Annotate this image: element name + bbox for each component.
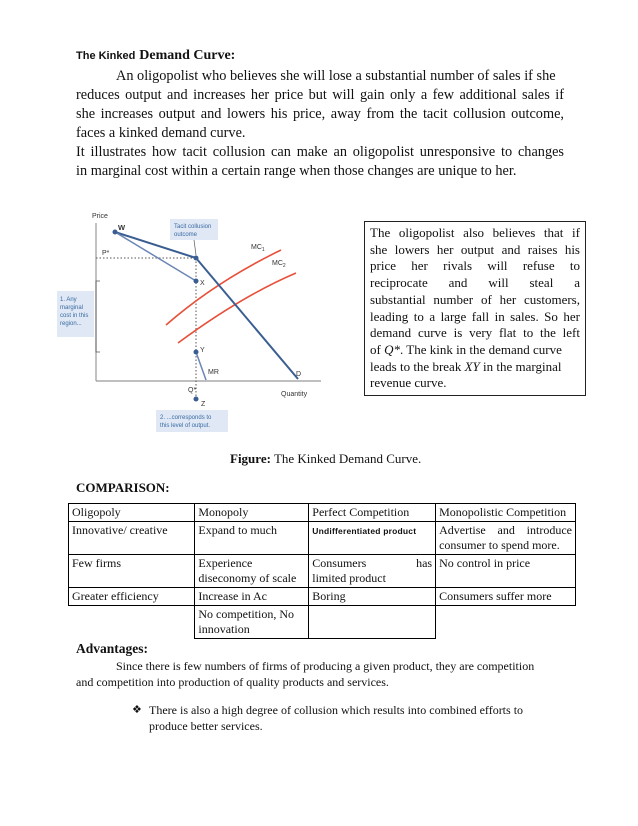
table-cell: Innovative/ creative	[69, 522, 195, 555]
callout-line: price her rivals will refuse to	[370, 258, 580, 274]
table-cell: Boring	[309, 588, 436, 606]
advantages-bullet	[132, 702, 572, 734]
comparison-table	[68, 503, 576, 639]
table-header-cell: Perfect Competition	[309, 504, 436, 522]
explanation-callout	[364, 221, 586, 396]
title-prefix: The Kinked	[76, 50, 136, 62]
label-y: Y	[200, 347, 205, 354]
advantages-line: and competition into production of quality products and services.	[76, 675, 389, 689]
table-cell: Consumers has limited product	[309, 555, 436, 588]
callout-line: leads to the break XY in the marginal	[370, 358, 562, 374]
figure-caption-label: Figure:	[230, 451, 271, 466]
advantages-paragraph	[76, 658, 576, 690]
bullet-line: There is also a high degree of collusion which results into combined efforts to	[149, 703, 524, 717]
tacit-note-pointer	[194, 240, 196, 255]
intro-line: she increases output and lowers his price, away from the tacit collusion outcome,	[76, 106, 564, 122]
price-axis-label: Price	[92, 213, 108, 220]
label-x: X	[200, 280, 205, 287]
comparison-heading: COMPARISON:	[76, 480, 170, 495]
table-header-cell: Monopoly	[195, 504, 309, 522]
label-z: Z	[201, 401, 206, 408]
mc1-label: $MC_1$	[251, 244, 265, 253]
section-title	[76, 46, 235, 64]
table-header-cell: Monopolistic Competition	[436, 504, 576, 522]
quantity-axis-label: Quantity	[281, 391, 308, 398]
table-cell: No competition, No innovation	[195, 606, 309, 639]
table-row	[69, 555, 576, 588]
label-q-star: Q*	[188, 387, 197, 394]
table-row	[69, 522, 576, 555]
tacit-note-line: Tacit collusion	[174, 224, 212, 230]
table-cell	[69, 606, 195, 639]
note2-line: this level of output.	[160, 423, 211, 429]
label-d: D	[296, 371, 302, 378]
figure-caption-text: The Kinked Demand Curve.	[273, 451, 422, 466]
mc2-label: $MC_2$	[272, 260, 286, 269]
table-cell: Increase in Ac	[195, 588, 309, 606]
table-cell: Experience diseconomy of scale	[195, 555, 309, 588]
intro-paragraph	[76, 67, 564, 181]
table-cell: Consumers suffer more	[436, 588, 576, 606]
intro-line: reduces output and increases her price but will gain only a few additional sales if	[76, 87, 564, 103]
label-p-star: P*	[102, 250, 110, 257]
tacit-note-line: outcome	[174, 232, 198, 238]
figure-caption	[230, 451, 421, 467]
bullet-line: produce better services.	[149, 719, 263, 733]
table-row	[69, 588, 576, 606]
kinked-demand-diagram	[56, 205, 346, 440]
table-cell: Undifferentiated product	[309, 522, 436, 555]
intro-line: It illustrates how tacit collusion can make an oligopolist unresponsive to changes	[76, 144, 564, 160]
note1-line: region...	[60, 321, 82, 327]
intro-line: An oligopolist who believes she will lose a substantial number of sales if she	[116, 68, 556, 84]
intro-line: in marginal cost within a certain range when those changes are unique to her.	[76, 163, 517, 179]
title-main: Demand Curve:	[139, 48, 236, 63]
callout-line: revenue curve.	[370, 375, 447, 391]
table-header-row	[69, 504, 576, 522]
table-row	[69, 606, 576, 639]
point-z	[194, 397, 199, 402]
note1-line: cost in this	[60, 313, 89, 319]
table-cell: Expand to much	[195, 522, 309, 555]
intro-line: faces a kinked demand curve.	[76, 125, 246, 141]
point-x	[194, 279, 199, 284]
table-cell	[309, 606, 436, 639]
callout-line: she lowers her output and raises his	[370, 241, 580, 257]
table-cell: Advertise and introduce consumer to spend more.	[436, 522, 576, 555]
advantages-line: Since there is few numbers of firms of producing a given product, they are competition	[116, 659, 535, 673]
note1-line: marginal	[60, 305, 84, 311]
label-w: W	[118, 223, 126, 232]
table-cell	[436, 606, 576, 639]
diamond-bullet-icon: ❖	[132, 703, 142, 716]
point-w	[113, 230, 118, 235]
callout-line: reciprocate and will steal a	[370, 275, 580, 291]
point-y	[194, 350, 199, 355]
label-mr: MR	[208, 369, 219, 376]
callout-line: leading to a large fall in sales. So her	[370, 308, 580, 324]
callout-line: substantial number of her customers,	[370, 291, 580, 307]
table-cell: Greater efficiency	[69, 588, 195, 606]
callout-line: of Q*. The kink in the demand curve	[370, 341, 562, 357]
mr-curve-lower	[196, 352, 206, 380]
note1-line: 1. Any	[60, 297, 77, 303]
demand-curve-steep	[196, 258, 298, 379]
table-header-cell: Oligopoly	[69, 504, 195, 522]
table-cell: Few firms	[69, 555, 195, 588]
callout-line: demand curve is very flat to the left	[370, 325, 580, 341]
point-kink	[194, 256, 199, 261]
table-cell: No control in price	[436, 555, 576, 588]
advantages-heading: Advantages:	[76, 641, 149, 656]
callout-line: The oligopolist also believes that if	[370, 225, 580, 240]
note2-line: 2. ...corresponds to	[160, 415, 212, 421]
